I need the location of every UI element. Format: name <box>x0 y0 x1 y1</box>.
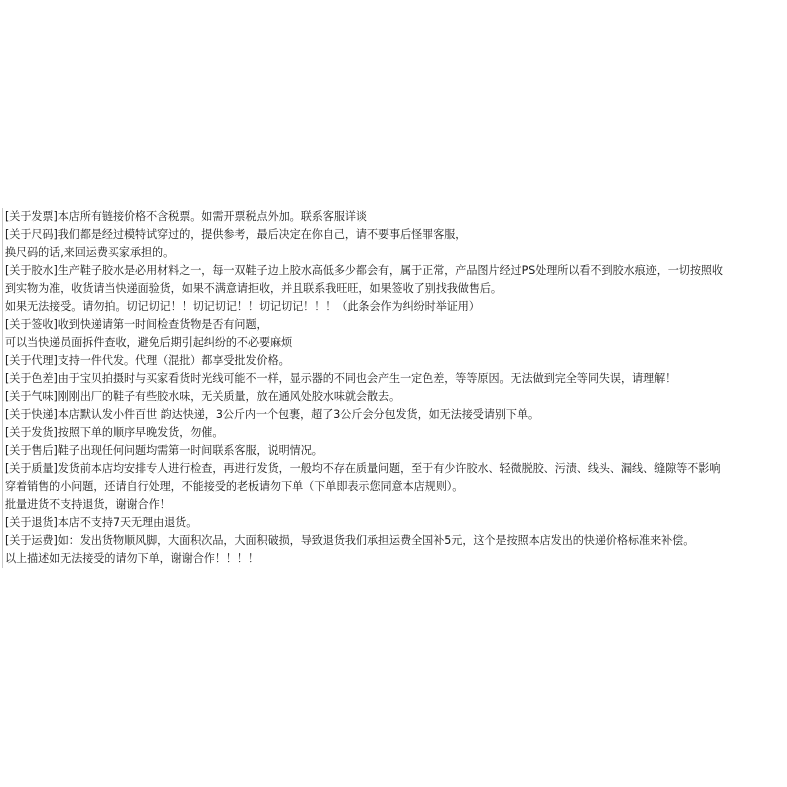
policy-line-closing: 以上描述如无法接受的请勿下单，谢谢合作！！！！ <box>5 552 260 565</box>
policy-line-size: [关于尺码]我们都是经过模特试穿过的，提供参考，最后决定在你自己，请不要事后怪罪客服， <box>5 228 467 241</box>
policy-line-smell: [关于气味]刚刚出厂的鞋子有些胶水味，无关质量，放在通风处胶水味就会散去。 <box>5 390 401 403</box>
policy-line-invoice: [关于发票]本店所有链接价格不含税票。如需开票税点外加。联系客服详谈 <box>5 210 367 223</box>
policy-line-shipping: [关于发货]按照下单的顺序早晚发货，勿催。 <box>5 426 224 439</box>
policy-line-receipt-continued: 可以当快递员面拆件查收，避免后期引起纠纷的不必要麻烦 <box>5 336 293 349</box>
policy-line-after-sales: [关于售后]鞋子出现任何问题均需第一时间联系客服，说明情况。 <box>5 444 323 457</box>
policy-line-courier: [关于快递]本店默认发小件百世 韵达快递，3公斤内一个包裹，超了3公斤会分包发货，如无法接受请别下单。 <box>5 408 540 421</box>
policy-line-bulk: 批量进货不支持退货，谢谢合作！ <box>5 498 171 511</box>
policy-line-glue-warning: 如果无法接受。请勿拍。切记切记！！切记切记！！切记切记！！！（此条会作为纠纷时举证用） <box>5 300 480 313</box>
policy-line-color: [关于色差]由于宝贝拍摄时与买家看货时光线可能不一样，显示器的不同也会产生一定色差，等等原因。无法做到完全等同失误，请理解！ <box>5 372 677 385</box>
policy-line-quality: [关于质量]发货前本店均安排专人进行检查，再进行发货，一般均不存在质量问题，至于有少许胶水、轻微脱胶、污渍、线头、漏线、缝隙等不影响 <box>5 462 721 475</box>
policy-line-agent: [关于代理]支持一件代发。代理（混批）都享受批发价格。 <box>5 354 290 367</box>
policy-line-size-exchange: 换尺码的话,来回运费买家承担的。 <box>5 246 175 259</box>
policy-line-glue-continued: 到实物为准，收货请当快递面验货，如果不满意请拒收，并且联系我旺旺，如果签收了别找我做售后。 <box>5 282 502 295</box>
policy-line-returns: [关于退货]本店不支持7天无理由退货。 <box>5 516 198 529</box>
policy-line-glue: [关于胶水]生产鞋子胶水是必用材料之一，每一双鞋子边上胶水高低多少都会有，属于正常，产品图片经过PS处理所以看不到胶水痕迹，一切按照收 <box>5 264 723 277</box>
store-policy-notice <box>2 208 787 568</box>
policy-line-quality-continued: 穿着销售的小问题，还请自行处理，不能接受的老板请勿下单（下单即表示您同意本店规则）。 <box>5 480 464 493</box>
policy-line-freight: [关于运费]如：发出货物顺风脚，大面积次品，大面积破损，导致退货我们承担运费全国补5元，这个是按照本店发出的快递价格标准来补偿。 <box>5 534 695 547</box>
policy-line-receipt: [关于签收]收到快递请第一时间检查货物是否有问题， <box>5 318 268 331</box>
